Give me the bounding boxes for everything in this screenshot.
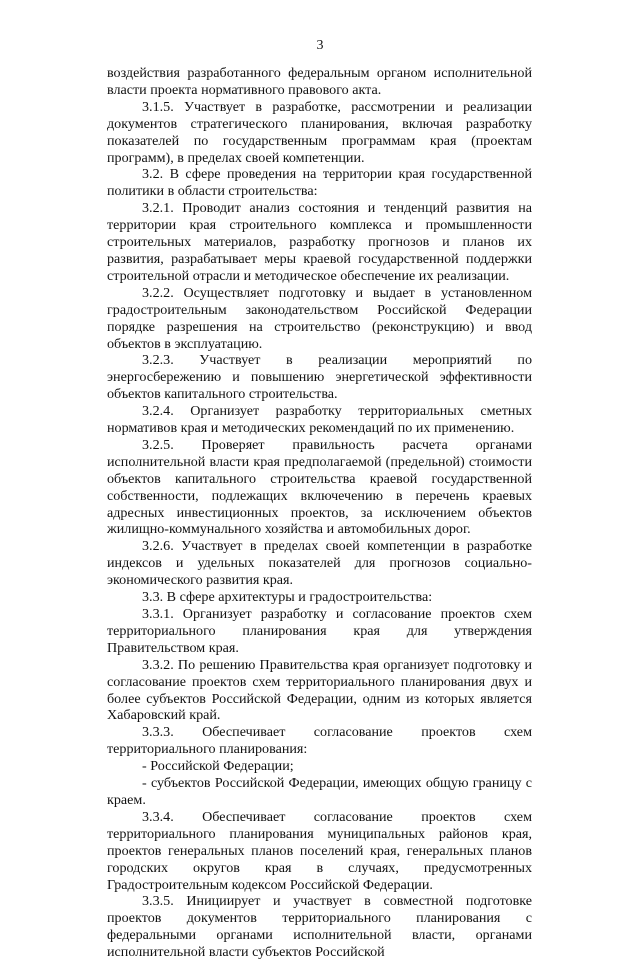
paragraph-3-3-1: 3.3.1. Организует разработку и согласование проектов схем территориального планирования края для утверждения Правительством края. — [107, 606, 532, 656]
document-body — [107, 65, 532, 961]
paragraph-3-2: 3.2. В сфере проведения на территории края государственной политики в области строительства: — [107, 166, 532, 200]
paragraph-3-2-5: 3.2.5. Проверяет правильность расчета органами исполнительной власти края предполагаемой (предельной) стоимости объектов капитального строительства краевой государственной собственности, подлежащих включечению в перечень краевых адресных инвестиционных проектов, за исключением объектов жилищно-коммунального хозяйства и автомобильных дорог. — [107, 436, 532, 538]
paragraph-3-3: 3.3. В сфере архитектуры и градостроительства: — [142, 589, 433, 606]
paragraph-continuation: воздействия разработанного федеральным органом исполнительной власти проекта нормативного правового акта. — [107, 65, 532, 98]
paragraph-3-1-5: 3.1.5. Участвует в разработке, рассмотрении и реализации документов стратегического планирования, включая разработку показателей по государственным программам края (проектам программ), в пределах своей компетенции. — [107, 98, 532, 166]
paragraph-3-3-2: 3.3.2. По решению Правительства края организует подготовку и согласование проектов схем территориального планирования двух и более субъектов Российской Федерации, одним из которых является Хабаровский край. — [107, 656, 532, 724]
paragraph-3-2-3: 3.2.3. Участвует в реализации мероприятий по энергосбережению и повышению энергетической эффективности объектов капитального строительства. — [107, 352, 532, 403]
paragraph-3-3-5: 3.3.5. Инициирует и участвует в совместной подготовке проектов документов территориального планирования с федеральными органами исполнительной власти, органами исполнительной власти субъектов Российской — [107, 893, 532, 961]
paragraph-3-2-1: 3.2.1. Проводит анализ состояния и тенденций развития на территории края строительного комплекса и промышленности строительных материалов, разработку прогнозов и планов их развития, разрабатывает меры краевой государственной поддержки строительной отрасли и методическое обеспечение их реализации. — [107, 200, 532, 284]
list-item-russian-federation: - Российской Федерации; — [142, 758, 294, 775]
paragraph-3-2-2: 3.2.2. Осуществляет подготовку и выдает в установленном градостроительным законодательством Российской Федерации порядке разрешения на строительство (реконструкцию) и ввод объектов в эксплуатацию. — [107, 284, 532, 352]
page-number: 3 — [316, 38, 324, 53]
paragraph-3-3-3: 3.3.3. Обеспечивает согласование проектов схем территориального планирования: — [107, 724, 532, 758]
paragraph-3-2-6: 3.2.6. Участвует в пределах своей компетенции в разработке индексов и удельных показателей для прогнозов социально-экономического развития края. — [107, 538, 532, 589]
paragraph-3-3-4: 3.3.4. Обеспечивает согласование проектов схем территориального планирования муниципальных районов края, проектов генеральных планов поселений края, генеральных планов городских округов края в случаях, предусмотренных Градостроительным кодексом Российской Федерации. — [107, 808, 532, 893]
list-item-federation-subjects: - субъектов Российской Федерации, имеющих общую границу с краем. — [107, 775, 532, 808]
paragraph-3-2-4: 3.2.4. Организует разработку территориальных сметных нормативов края и методических рекомендаций по их применению. — [107, 403, 532, 437]
